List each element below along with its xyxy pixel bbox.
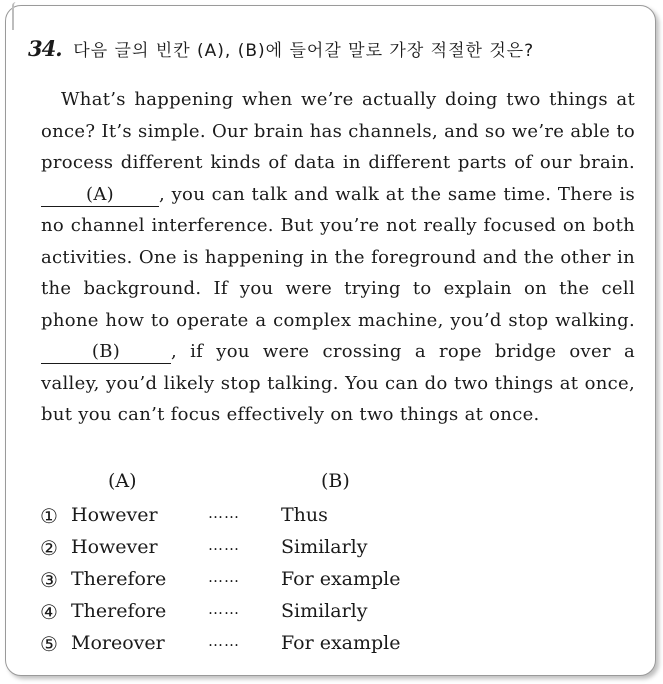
option-separator: ……: [208, 600, 240, 618]
option-a-text: Therefore: [71, 568, 167, 590]
options-header-b: (B): [321, 470, 350, 492]
blank-a: (A): [41, 184, 159, 207]
passage-text-3: , if you were crossing a rope bridge over a valley, you’d likely stop talking. You can do two things at once, but you can’t focus effectively on two things at once.: [41, 341, 635, 425]
option-b-text: Similarly: [281, 600, 368, 622]
option-separator: ……: [208, 504, 240, 522]
option-separator: ……: [208, 536, 240, 554]
option-a-text: However: [71, 536, 158, 558]
option-a-text: Moreover: [71, 632, 165, 654]
option-number: ①: [40, 504, 58, 528]
option-b-text: For example: [281, 568, 401, 590]
option-number: ④: [40, 600, 58, 624]
option-b-text: Thus: [281, 504, 328, 526]
options-header-a: (A): [108, 470, 137, 492]
option-b-text: Similarly: [281, 536, 368, 558]
option-number: ③: [40, 568, 58, 592]
passage-text-1: What’s happening when we’re actually doing two things at once? It’s simple. Our brain has channels, and so we’re able to process different kinds of data in different parts of our brain.: [41, 89, 635, 173]
option-number: ⑤: [40, 632, 58, 656]
question-text: 다음 글의 빈칸 (A), (B)에 들어갈 말로 가장 적절한 것은?: [73, 41, 535, 61]
passage-text-2: , you can talk and walk at the same time. There is no channel interference. But you’re not really focused on both activities. One is happening in the foreground and the other in the background. If you were trying to explain on the cell phone how to operate a complex machine, you’d stop walking.: [41, 183, 635, 331]
corner-decoration: [12, 2, 24, 30]
option-separator: ……: [208, 568, 240, 586]
option-number: ②: [40, 536, 58, 560]
option-b-text: For example: [281, 632, 401, 654]
option-a-text: Therefore: [71, 600, 167, 622]
reading-passage: [41, 84, 635, 431]
option-a-text: However: [71, 504, 158, 526]
question-number: 34.: [28, 36, 62, 61]
blank-b: (B): [41, 341, 171, 364]
question-prompt: [28, 36, 534, 61]
option-separator: ……: [208, 632, 240, 650]
